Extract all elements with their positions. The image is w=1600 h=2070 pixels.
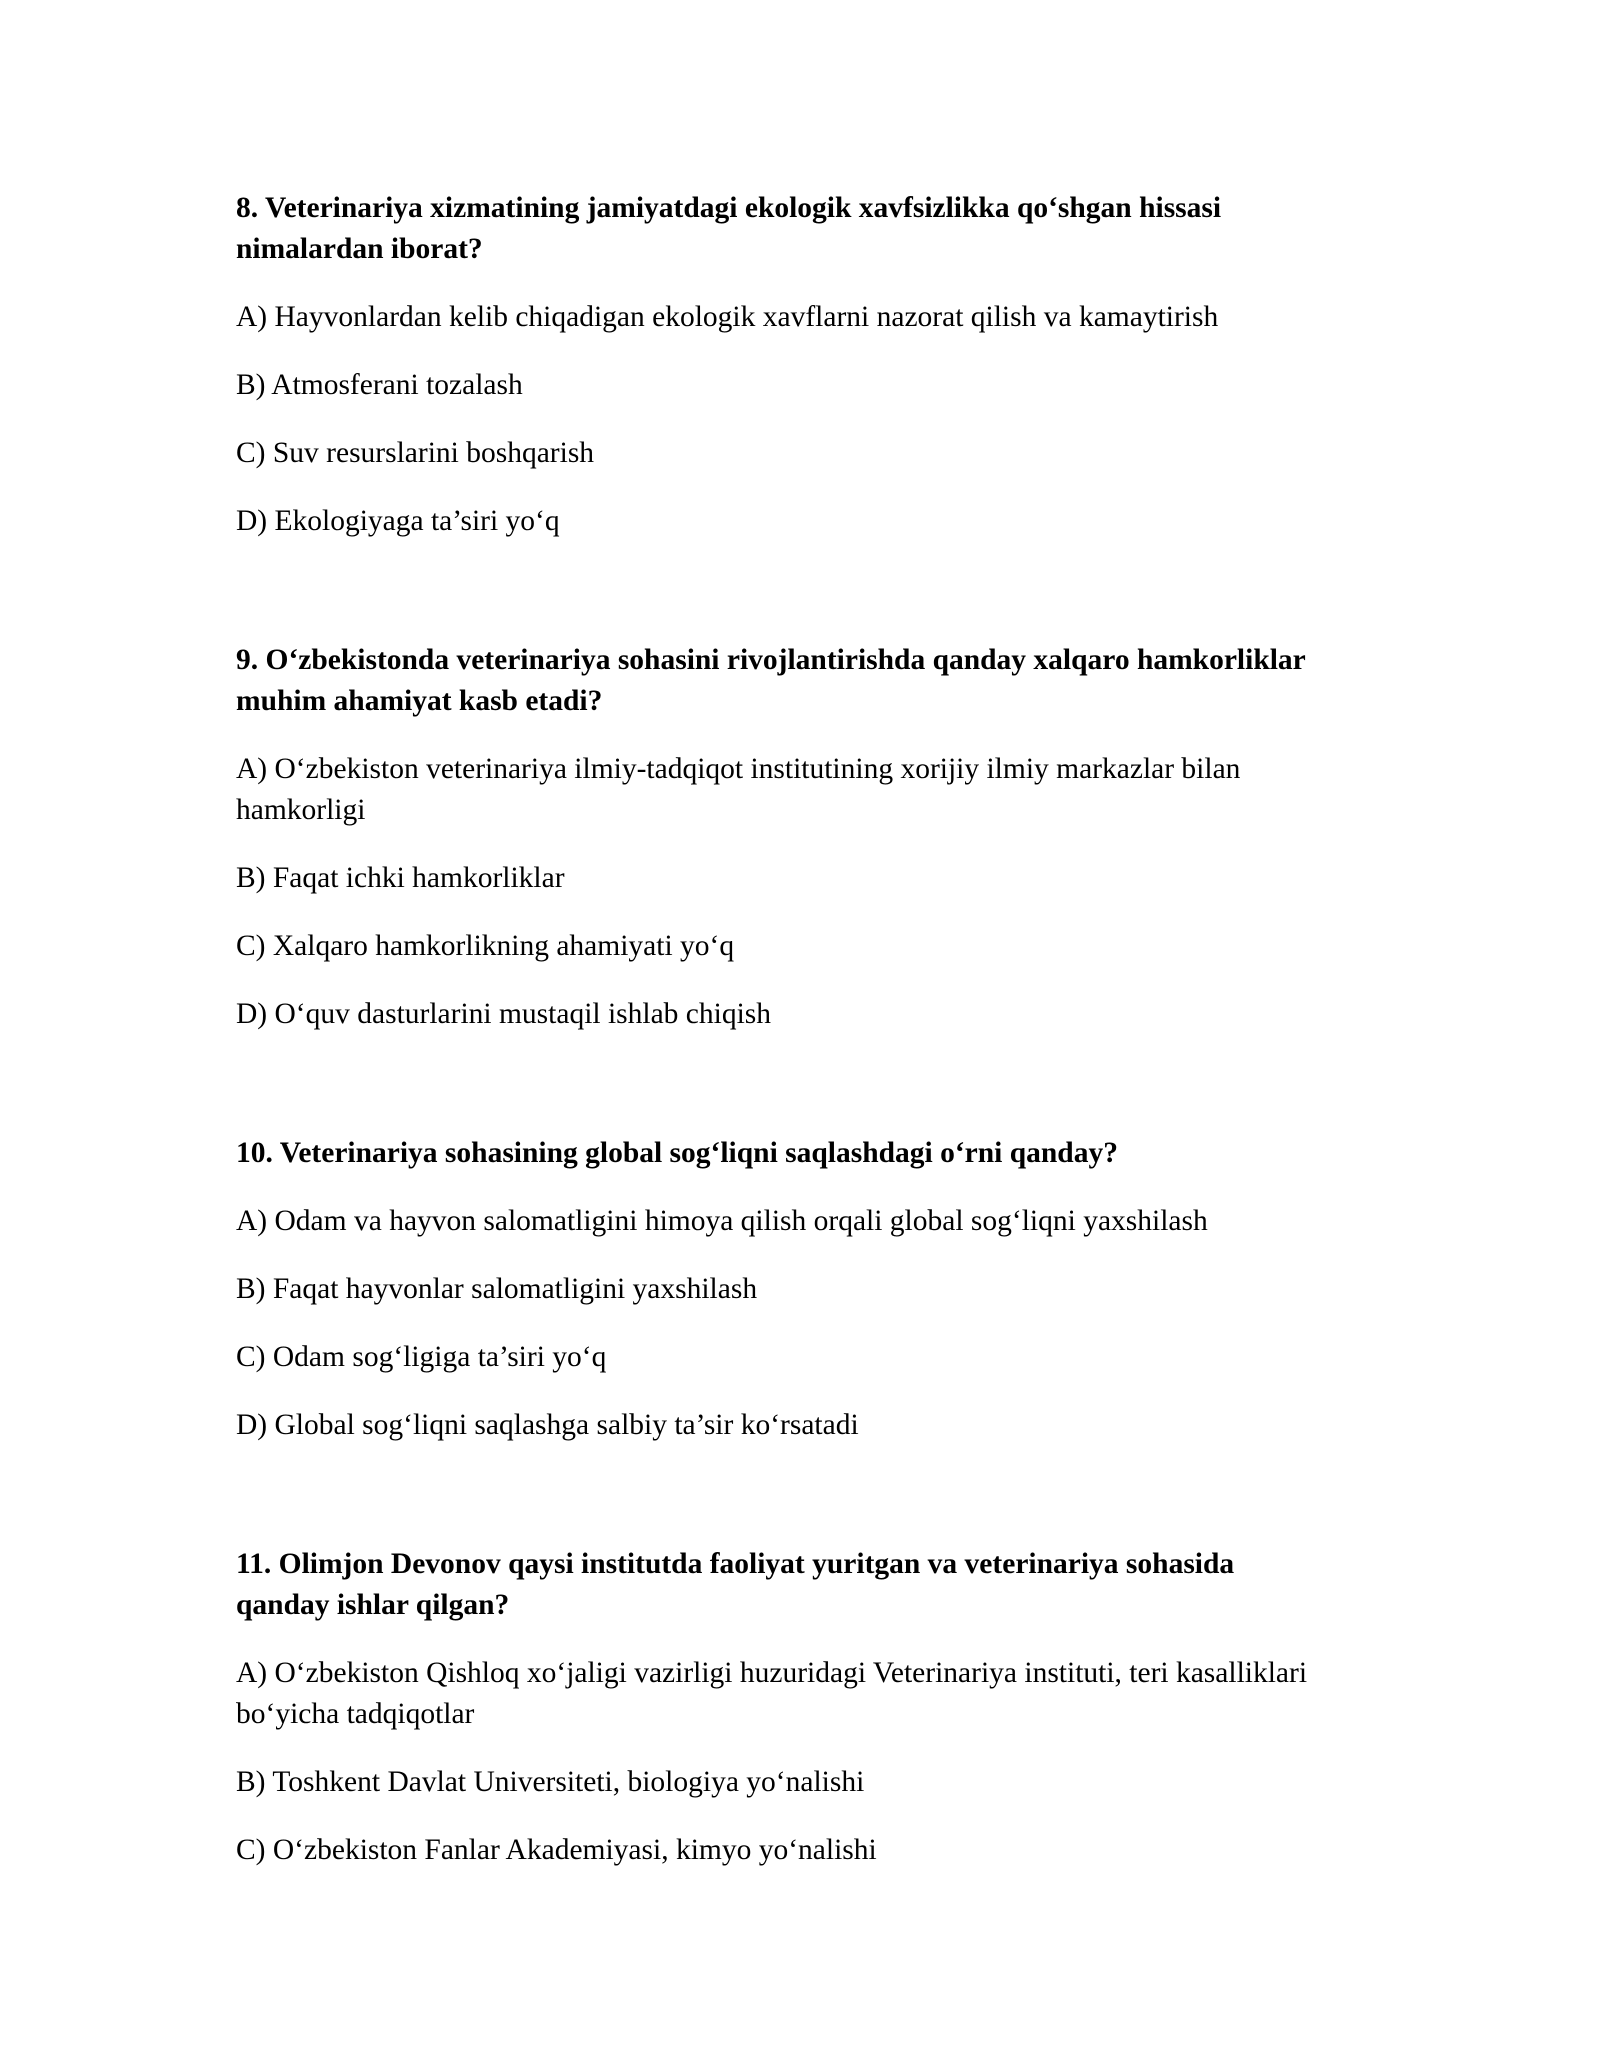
question-title: 9. O‘zbekistonda veterinariya sohasini rivojlantirishda qanday xalqaro hamkorliklar muhim ahamiyat kasb etadi?	[236, 644, 1306, 717]
answer-option-a: A) Hayvonlardan kelib chiqadigan ekologik xavflarni nazorat qilish va kamaytirish	[236, 301, 1219, 333]
question-11	[236, 1544, 1320, 1871]
answer-option-a: A) Odam va hayvon salomatligini himoya qilish orqali global sog‘liqni yaxshilash	[236, 1205, 1208, 1237]
question-title: 8. Veterinariya xizmatining jamiyatdagi ekologik xavfsizlikka qo‘shgan hissasi nimalardan iborat?	[236, 192, 1222, 265]
answer-option-c: C) Suv resurslarini boshqarish	[236, 437, 595, 469]
question-10	[236, 1133, 1320, 1446]
answer-option-b: B) Faqat hayvonlar salomatligini yaxshilash	[236, 1273, 758, 1305]
answer-option-c: C) Odam sog‘ligiga ta’siri yo‘q	[236, 1341, 607, 1373]
answer-option-b: B) Toshkent Davlat Universiteti, biologiya yo‘nalishi	[236, 1766, 865, 1798]
answer-option-d: D) Ekologiyaga ta’siri yo‘q	[236, 505, 560, 537]
question-9	[236, 640, 1320, 1035]
answer-option-d: D) Global sog‘liqni saqlashga salbiy ta’sir ko‘rsatadi	[236, 1409, 859, 1441]
answer-option-a: A) O‘zbekiston veterinariya ilmiy-tadqiqot institutining xorijiy ilmiy markazlar bilan hamkorligi	[236, 753, 1241, 826]
answer-option-c: C) O‘zbekiston Fanlar Akademiyasi, kimyo yo‘nalishi	[236, 1834, 877, 1866]
question-title: 10. Veterinariya sohasining global sog‘liqni saqlashdagi o‘rni qanday?	[236, 1137, 1118, 1169]
answer-option-c: C) Xalqaro hamkorlikning ahamiyati yo‘q	[236, 930, 735, 962]
answer-option-b: B) Atmosferani tozalash	[236, 369, 523, 401]
question-8	[236, 188, 1320, 542]
answer-option-d: D) O‘quv dasturlarini mustaqil ishlab chiqish	[236, 998, 772, 1030]
answer-option-b: B) Faqat ichki hamkorliklar	[236, 862, 565, 894]
question-title: 11. Olimjon Devonov qaysi institutda faoliyat yuritgan va veterinariya sohasida qanday ishlar qilgan?	[236, 1548, 1235, 1621]
answer-option-a: A) O‘zbekiston Qishloq xo‘jaligi vazirligi huzuridagi Veterinariya instituti, teri kasalliklari bo‘yicha tadqiqotlar	[236, 1657, 1308, 1730]
